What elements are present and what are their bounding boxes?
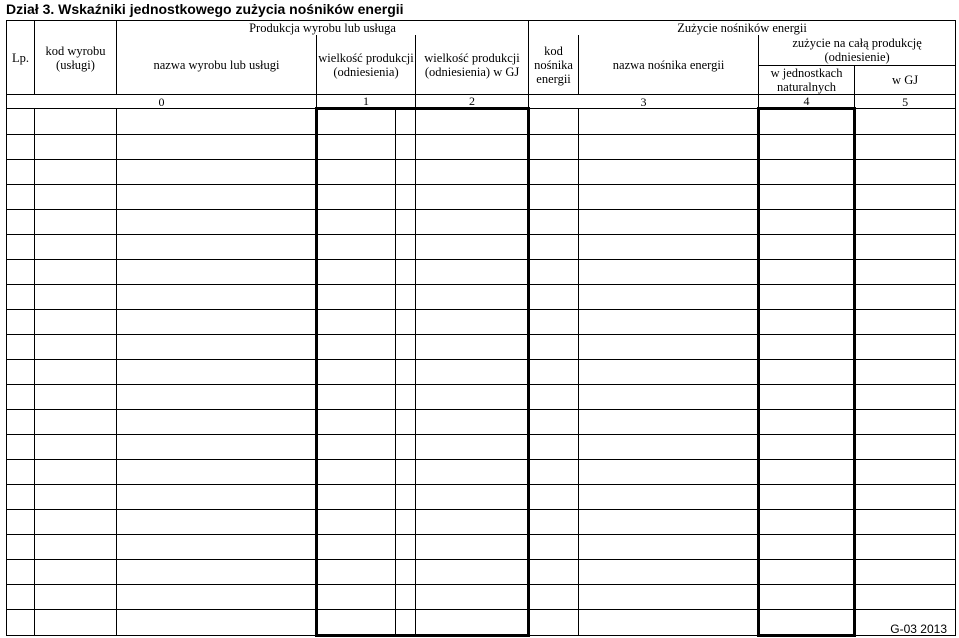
table-cell[interactable] <box>7 435 35 460</box>
table-cell[interactable] <box>396 435 416 460</box>
table-cell[interactable] <box>35 510 117 535</box>
table-cell[interactable] <box>579 610 759 636</box>
table-cell[interactable] <box>35 260 117 285</box>
table-cell[interactable] <box>317 285 396 310</box>
table-cell[interactable] <box>7 510 35 535</box>
table-row <box>7 435 956 460</box>
table-cell[interactable] <box>396 335 416 360</box>
table-cell[interactable] <box>416 260 529 285</box>
table-cell[interactable] <box>759 310 855 335</box>
table-cell[interactable] <box>529 135 579 160</box>
table-cell[interactable] <box>396 235 416 260</box>
table-cell[interactable] <box>529 485 579 510</box>
table-cell[interactable] <box>396 585 416 610</box>
table-row <box>7 310 956 335</box>
table-cell[interactable] <box>759 510 855 535</box>
table-cell[interactable] <box>529 160 579 185</box>
table-cell[interactable] <box>529 610 579 636</box>
table-cell[interactable] <box>529 185 579 210</box>
table-cell[interactable] <box>7 109 35 135</box>
table-cell[interactable] <box>579 160 759 185</box>
table-cell[interactable] <box>759 385 855 410</box>
table-cell[interactable] <box>317 160 396 185</box>
table-cell[interactable] <box>416 560 529 585</box>
header-production-group: Produkcja wyrobu lub usługa <box>117 21 529 36</box>
table-cell[interactable] <box>855 210 956 235</box>
table-cell[interactable] <box>7 560 35 585</box>
table-cell[interactable] <box>759 610 855 636</box>
table-cell[interactable] <box>7 335 35 360</box>
table-cell[interactable] <box>416 335 529 360</box>
table-cell[interactable] <box>35 360 117 385</box>
table-cell[interactable] <box>416 460 529 485</box>
table-row <box>7 260 956 285</box>
table-cell[interactable] <box>117 160 317 185</box>
table-cell[interactable] <box>579 585 759 610</box>
table-cell[interactable] <box>117 610 317 636</box>
table-cell[interactable] <box>416 485 529 510</box>
table-cell[interactable] <box>7 235 35 260</box>
table-cell[interactable] <box>317 385 396 410</box>
table-cell[interactable] <box>317 410 396 435</box>
table-cell[interactable] <box>35 335 117 360</box>
column-number-2: 2 <box>416 95 529 109</box>
table-cell[interactable] <box>396 185 416 210</box>
table-cell[interactable] <box>35 560 117 585</box>
header-lp: Lp. <box>7 21 35 95</box>
table-cell[interactable] <box>35 435 117 460</box>
table-cell[interactable] <box>416 360 529 385</box>
header-consumption-group: Zużycie nośników energii <box>529 21 956 36</box>
table-cell[interactable] <box>35 460 117 485</box>
table-row <box>7 210 956 235</box>
table-cell[interactable] <box>579 360 759 385</box>
table-cell[interactable] <box>117 310 317 335</box>
table-cell[interactable] <box>117 485 317 510</box>
header-production-size: wielkość produkcji (odniesienia) <box>317 35 416 95</box>
table-cell[interactable] <box>317 235 396 260</box>
table-cell[interactable] <box>117 335 317 360</box>
table-cell[interactable] <box>396 210 416 235</box>
header-carrier-name: nazwa nośnika energii <box>579 35 759 95</box>
header-product-name: nazwa wyrobu lub usługi <box>117 35 317 95</box>
table-cell[interactable] <box>579 335 759 360</box>
column-number-5: 5 <box>855 95 956 109</box>
table-cell[interactable] <box>579 310 759 335</box>
table-cell[interactable] <box>35 535 117 560</box>
table-cell[interactable] <box>416 235 529 260</box>
table-cell[interactable] <box>416 135 529 160</box>
column-number-1: 1 <box>317 95 416 109</box>
table-cell[interactable] <box>759 160 855 185</box>
table-cell[interactable] <box>579 410 759 435</box>
table-cell[interactable] <box>855 560 956 585</box>
table-cell[interactable] <box>117 410 317 435</box>
table-cell[interactable] <box>317 585 396 610</box>
table-cell[interactable] <box>117 185 317 210</box>
table-cell[interactable] <box>117 385 317 410</box>
table-cell[interactable] <box>579 510 759 535</box>
table-cell[interactable] <box>396 360 416 385</box>
table-cell[interactable] <box>579 235 759 260</box>
header-carrier-code: kod nośnika energii <box>529 35 579 95</box>
table-row <box>7 135 956 160</box>
table-cell[interactable] <box>855 535 956 560</box>
table-cell[interactable] <box>529 210 579 235</box>
table-cell[interactable] <box>855 585 956 610</box>
table-cell[interactable] <box>416 210 529 235</box>
table-row <box>7 185 956 210</box>
table-cell[interactable] <box>117 235 317 260</box>
table-cell[interactable] <box>529 335 579 360</box>
table-cell[interactable] <box>759 260 855 285</box>
table-row <box>7 360 956 385</box>
table-cell[interactable] <box>416 435 529 460</box>
table-cell[interactable] <box>117 560 317 585</box>
table-cell[interactable] <box>759 235 855 260</box>
table-cell[interactable] <box>855 410 956 435</box>
section-title: Dział 3. Wskaźniki jednostkowego zużycia nośników energii <box>6 1 404 17</box>
table-cell[interactable] <box>35 109 117 135</box>
table-cell[interactable] <box>759 560 855 585</box>
table-cell[interactable] <box>7 610 35 636</box>
table-cell[interactable] <box>529 235 579 260</box>
table-cell[interactable] <box>396 410 416 435</box>
table-cell[interactable] <box>7 310 35 335</box>
table-cell[interactable] <box>396 385 416 410</box>
table-cell[interactable] <box>35 385 117 410</box>
table-cell[interactable] <box>35 210 117 235</box>
table-cell[interactable] <box>35 310 117 335</box>
table-row <box>7 109 956 135</box>
table-row <box>7 460 956 485</box>
table-cell[interactable] <box>855 235 956 260</box>
table-cell[interactable] <box>529 360 579 385</box>
table-cell[interactable] <box>855 510 956 535</box>
table-cell[interactable] <box>855 109 956 135</box>
table-cell[interactable] <box>529 385 579 410</box>
table-cell[interactable] <box>396 109 416 135</box>
table-cell[interactable] <box>7 410 35 435</box>
table-row <box>7 285 956 310</box>
table-cell[interactable] <box>396 510 416 535</box>
table-cell[interactable] <box>759 185 855 210</box>
column-number-0: 0 <box>7 95 317 109</box>
table-cell[interactable] <box>317 109 396 135</box>
table-cell[interactable] <box>317 310 396 335</box>
table-cell[interactable] <box>396 460 416 485</box>
table-cell[interactable] <box>529 109 579 135</box>
table-row <box>7 610 956 636</box>
table-cell[interactable] <box>579 535 759 560</box>
table-cell[interactable] <box>529 510 579 535</box>
table-cell[interactable] <box>317 510 396 535</box>
table-cell[interactable] <box>317 535 396 560</box>
table-cell[interactable] <box>317 135 396 160</box>
table-cell[interactable] <box>855 285 956 310</box>
table-cell[interactable] <box>416 535 529 560</box>
table-cell[interactable] <box>855 385 956 410</box>
table-cell[interactable] <box>759 460 855 485</box>
table-cell[interactable] <box>579 560 759 585</box>
table-cell[interactable] <box>317 335 396 360</box>
table-cell[interactable] <box>579 135 759 160</box>
table-cell[interactable] <box>396 610 416 636</box>
table-cell[interactable] <box>855 310 956 335</box>
table-cell[interactable] <box>759 360 855 385</box>
table-row <box>7 235 956 260</box>
table-cell[interactable] <box>7 485 35 510</box>
table-cell[interactable] <box>579 385 759 410</box>
table-cell[interactable] <box>7 210 35 235</box>
table-cell[interactable] <box>529 460 579 485</box>
table-cell[interactable] <box>7 585 35 610</box>
table-cell[interactable] <box>396 560 416 585</box>
table-cell[interactable] <box>117 109 317 135</box>
table-cell[interactable] <box>416 285 529 310</box>
table-cell[interactable] <box>35 410 117 435</box>
table-cell[interactable] <box>579 109 759 135</box>
form-code: G-03 2013 <box>890 622 947 636</box>
table-cell[interactable] <box>579 435 759 460</box>
table-cell[interactable] <box>396 135 416 160</box>
table-cell[interactable] <box>117 210 317 235</box>
table-cell[interactable] <box>396 485 416 510</box>
column-number-4: 4 <box>759 95 855 109</box>
table-cell[interactable] <box>855 135 956 160</box>
table-cell[interactable] <box>855 335 956 360</box>
data-rows <box>7 109 956 636</box>
table-cell[interactable] <box>317 360 396 385</box>
table-cell[interactable] <box>317 485 396 510</box>
table-cell[interactable] <box>7 285 35 310</box>
table-cell[interactable] <box>317 610 396 636</box>
table-cell[interactable] <box>7 535 35 560</box>
table-cell[interactable] <box>855 160 956 185</box>
table-cell[interactable] <box>317 210 396 235</box>
table-row <box>7 160 956 185</box>
table-cell[interactable] <box>759 210 855 235</box>
table-cell[interactable] <box>117 535 317 560</box>
table-row <box>7 535 956 560</box>
table-cell[interactable] <box>396 160 416 185</box>
table-cell[interactable] <box>396 260 416 285</box>
table-cell[interactable] <box>759 109 855 135</box>
table-cell[interactable] <box>416 160 529 185</box>
table-cell[interactable] <box>117 435 317 460</box>
table-cell[interactable] <box>416 410 529 435</box>
table-cell[interactable] <box>7 460 35 485</box>
table-cell[interactable] <box>35 485 117 510</box>
table-cell[interactable] <box>579 460 759 485</box>
table-cell[interactable] <box>317 185 396 210</box>
table-cell[interactable] <box>416 510 529 535</box>
table-cell[interactable] <box>759 435 855 460</box>
header-natural-units: w jednostkach naturalnych <box>759 66 855 95</box>
table-cell[interactable] <box>855 360 956 385</box>
table-row <box>7 335 956 360</box>
table-cell[interactable] <box>759 335 855 360</box>
table-cell[interactable] <box>35 585 117 610</box>
energy-consumption-table <box>6 20 956 637</box>
table-cell[interactable] <box>579 485 759 510</box>
table-cell[interactable] <box>117 135 317 160</box>
table-cell[interactable] <box>317 560 396 585</box>
table-cell[interactable] <box>317 460 396 485</box>
header-production-size-gj: wielkość produkcji (odniesienia) w GJ <box>416 35 529 95</box>
table-cell[interactable] <box>117 585 317 610</box>
table-cell[interactable] <box>855 460 956 485</box>
table-cell[interactable] <box>759 285 855 310</box>
table-cell[interactable] <box>855 260 956 285</box>
table-cell[interactable] <box>529 310 579 335</box>
table-cell[interactable] <box>317 435 396 460</box>
table-cell[interactable] <box>579 260 759 285</box>
table-cell[interactable] <box>579 185 759 210</box>
table-row <box>7 585 956 610</box>
table-cell[interactable] <box>35 185 117 210</box>
table-cell[interactable] <box>396 285 416 310</box>
table-cell[interactable] <box>759 585 855 610</box>
table-cell[interactable] <box>855 485 956 510</box>
table-cell[interactable] <box>416 385 529 410</box>
table-cell[interactable] <box>117 285 317 310</box>
table-cell[interactable] <box>7 360 35 385</box>
header-total-consumption: zużycie na całą produkcję (odniesienie) <box>759 35 956 66</box>
header-product-code: kod wyrobu (usługi) <box>35 21 117 95</box>
table-row <box>7 560 956 585</box>
table-cell[interactable] <box>855 185 956 210</box>
table-cell[interactable] <box>855 435 956 460</box>
table-cell[interactable] <box>529 410 579 435</box>
table-cell[interactable] <box>416 109 529 135</box>
table-cell[interactable] <box>117 510 317 535</box>
table-row <box>7 510 956 535</box>
table-cell[interactable] <box>396 310 416 335</box>
header-gj: w GJ <box>855 66 956 95</box>
table-cell[interactable] <box>416 310 529 335</box>
table-cell[interactable] <box>416 185 529 210</box>
table-cell[interactable] <box>7 385 35 410</box>
table-cell[interactable] <box>317 260 396 285</box>
table-cell[interactable] <box>579 210 759 235</box>
table-cell[interactable] <box>529 585 579 610</box>
table-cell[interactable] <box>35 610 117 636</box>
table-cell[interactable] <box>759 485 855 510</box>
table-row <box>7 385 956 410</box>
table-row <box>7 485 956 510</box>
table-cell[interactable] <box>7 260 35 285</box>
table-cell[interactable] <box>35 135 117 160</box>
table-cell[interactable] <box>759 410 855 435</box>
table-cell[interactable] <box>7 135 35 160</box>
table-cell[interactable] <box>529 560 579 585</box>
table-cell[interactable] <box>416 585 529 610</box>
table-cell[interactable] <box>396 535 416 560</box>
table-cell[interactable] <box>529 435 579 460</box>
table-cell[interactable] <box>529 535 579 560</box>
table-cell[interactable] <box>117 360 317 385</box>
table-cell[interactable] <box>579 285 759 310</box>
column-number-3: 3 <box>529 95 759 109</box>
table-cell[interactable] <box>529 260 579 285</box>
table-cell[interactable] <box>35 235 117 260</box>
table-cell[interactable] <box>35 160 117 185</box>
table-cell[interactable] <box>117 260 317 285</box>
table-cell[interactable] <box>416 610 529 636</box>
table-cell[interactable] <box>759 535 855 560</box>
table-cell[interactable] <box>117 460 317 485</box>
table-cell[interactable] <box>7 160 35 185</box>
table-cell[interactable] <box>529 285 579 310</box>
table-row <box>7 410 956 435</box>
table-cell[interactable] <box>7 185 35 210</box>
table-cell[interactable] <box>759 135 855 160</box>
table-cell[interactable] <box>35 285 117 310</box>
